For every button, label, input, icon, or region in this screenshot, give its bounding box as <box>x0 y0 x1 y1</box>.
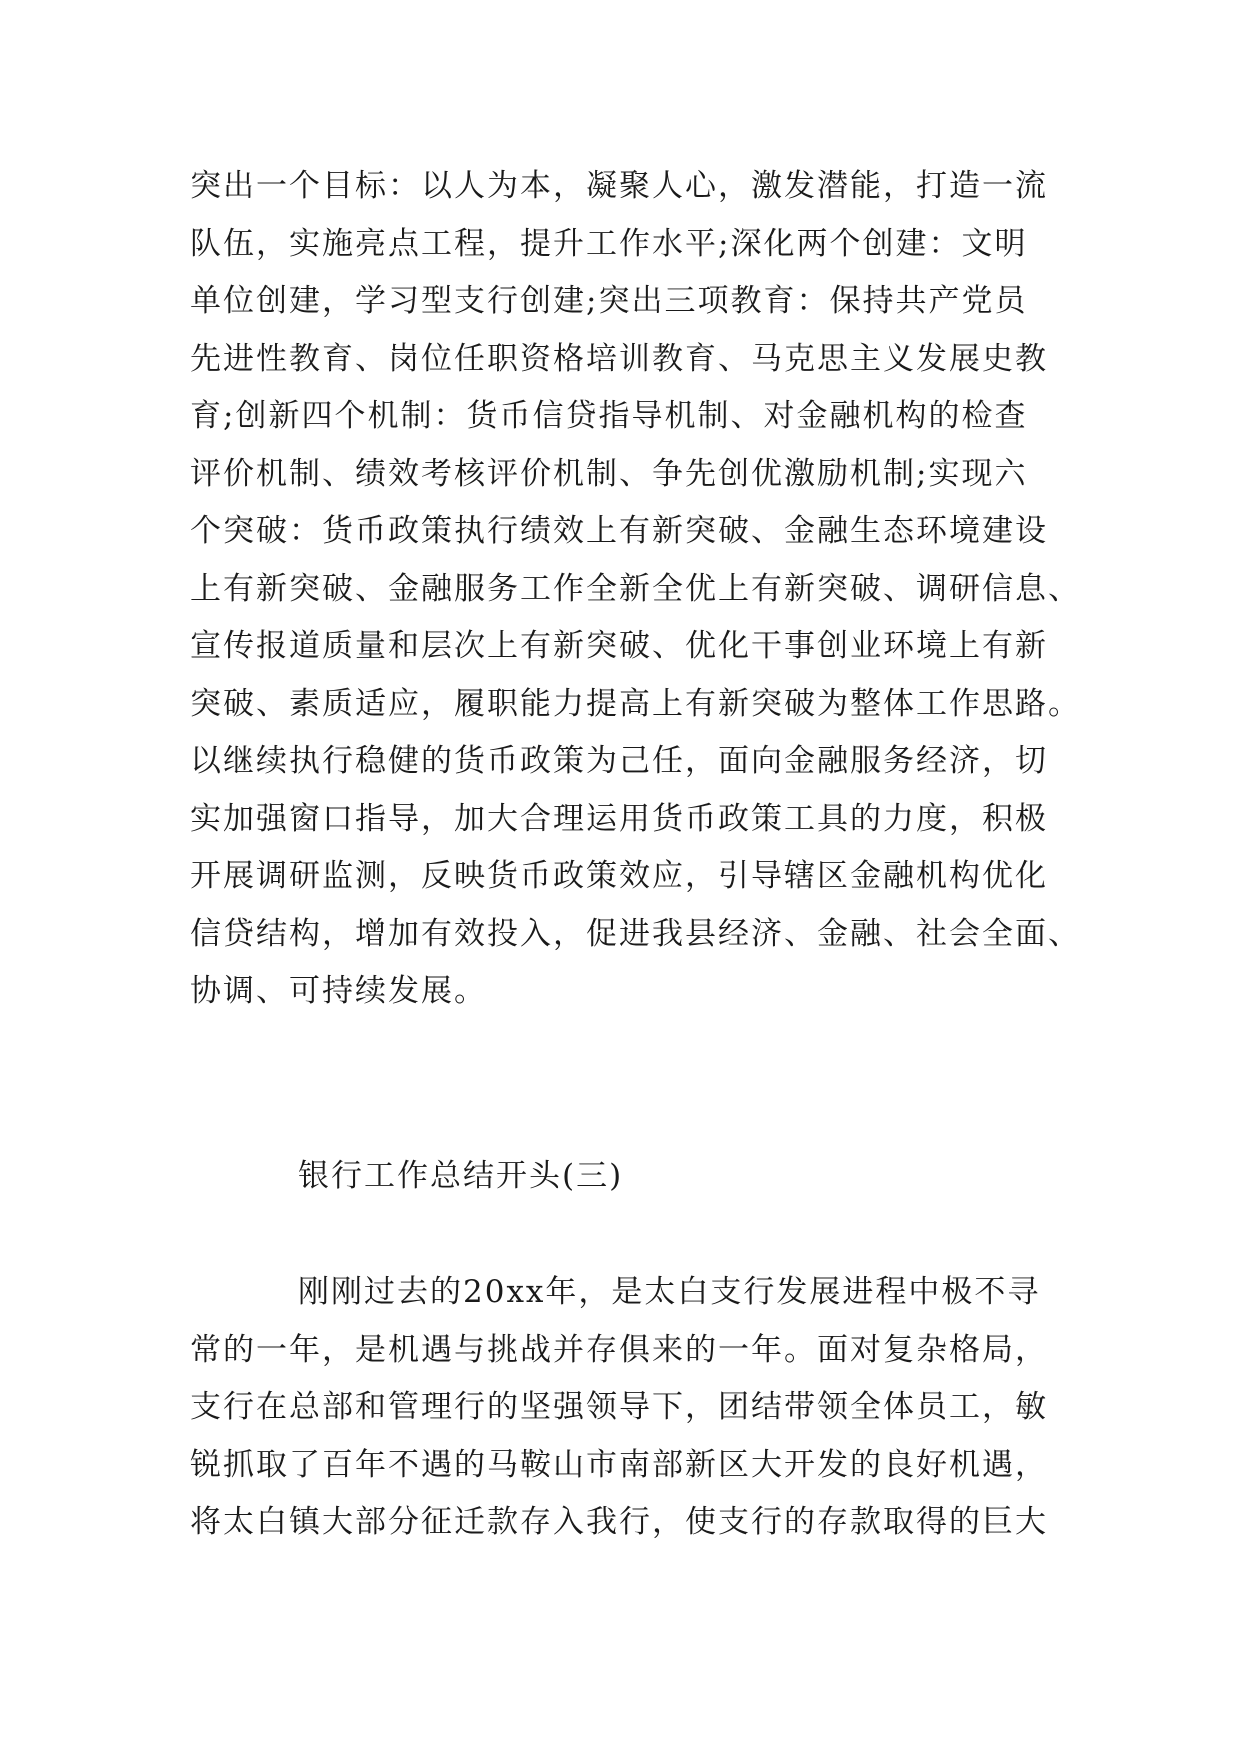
paragraph-line: 实加强窗口指导，加大合理运用货币政策工具的力度，积极 <box>190 800 1048 837</box>
paragraph-line: 个突破：货币政策执行绩效上有新突破、金融生态环境建设 <box>190 513 1048 549</box>
paragraph-line: 先进性教育、岗位任职资格培训教育、马克思主义发展史教 <box>190 340 1048 377</box>
paragraph-line: 队伍，实施亮点工程，提升工作水平;深化两个创建：文明 <box>190 225 1028 262</box>
paragraph-line: 单位创建，学习型支行创建;突出三项教育：保持共产党员 <box>190 283 1028 319</box>
paragraph-line: 刚刚过去的20xx年，是太白支行发展进程中极不寻 <box>298 1274 1041 1310</box>
paragraph-line: 宣传报道质量和层次上有新突破、优化干事创业环境上有新 <box>190 628 1048 664</box>
paragraph-line: 常的一年，是机遇与挑战并存俱来的一年。面对复杂格局， <box>190 1331 1048 1368</box>
paragraph-line: 突出一个目标：以人为本，凝聚人心，激发潜能，打造一流 <box>190 168 1048 204</box>
paragraph-2 <box>190 1264 1050 1552</box>
paragraph-line: 以继续执行稳健的货币政策为己任，面向金融服务经济，切 <box>190 743 1048 779</box>
paragraph-line: 育;创新四个机制：货币信贷指导机制、对金融机构的检查 <box>190 398 1028 434</box>
paragraph-line: 突破、素质适应，履职能力提高上有新突破为整体工作思路。 <box>190 685 1081 722</box>
paragraph-line: 支行在总部和管理行的坚强领导下，团结带领全体员工，敏 <box>190 1389 1048 1425</box>
section-heading: 银行工作总结开头(三) <box>298 1158 624 1194</box>
paragraph-line: 开展调研监测，反映货币政策效应，引导辖区金融机构优化 <box>190 858 1048 894</box>
paragraph-line: 将太白镇大部分征迁款存入我行，使支行的存款取得的巨大 <box>190 1504 1048 1540</box>
paragraph-1 <box>190 158 1081 1021</box>
paragraph-line: 上有新突破、金融服务工作全新全优上有新突破、调研信息、 <box>190 570 1081 607</box>
paragraph-line: 协调、可持续发展。 <box>190 973 487 1009</box>
paragraph-line: 锐抓取了百年不遇的马鞍山市南部新区大开发的良好机遇， <box>190 1446 1048 1483</box>
paragraph-line: 评价机制、绩效考核评价机制、争先创优激励机制;实现六 <box>190 455 1028 492</box>
paragraph-line: 信贷结构，增加有效投入，促进我县经济、金融、社会全面、 <box>190 915 1081 952</box>
